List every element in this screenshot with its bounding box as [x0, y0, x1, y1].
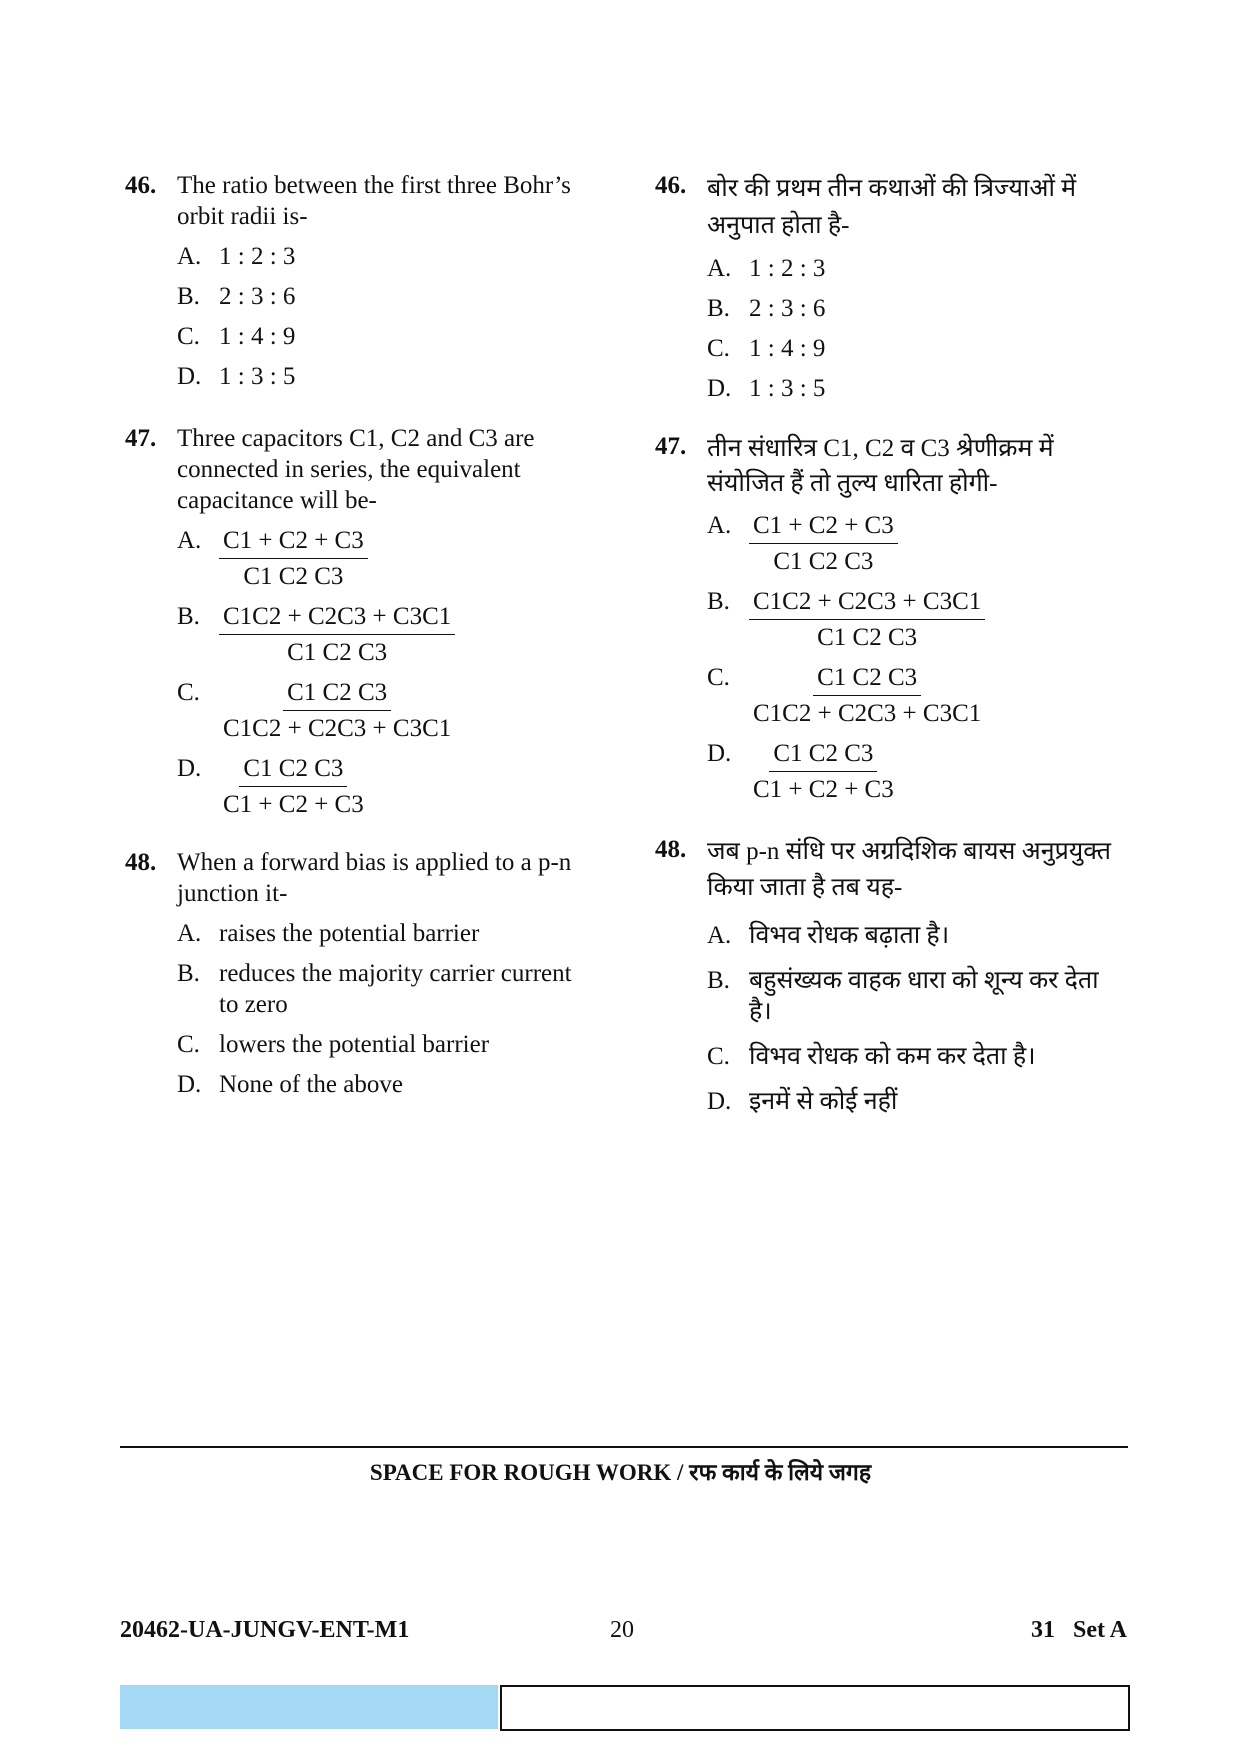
- question-text: तीन संधारित्र C1, C2 व C3 श्रेणीक्रम में संयोजित हैं तो तुल्य धारिता होगी-: [707, 435, 1054, 497]
- english-column: [125, 170, 595, 1109]
- question-text: The ratio between the first three Bohr’s orbit radii is-: [177, 172, 571, 230]
- question-number: 48.: [655, 836, 687, 863]
- option-d: D. $\frac{C1 C2 C3}{C1 + C2 + C3}$: [177, 753, 595, 820]
- option-a: A. 1 : 2 : 3: [707, 255, 826, 282]
- question-number: 47.: [125, 425, 157, 452]
- option-a: A. $\frac{C1 + C2 + C3}{C1 C2 C3}$: [177, 525, 595, 592]
- fraction: $\frac{C1 C2 C3}{C1C2 + C2C3 + C3C1}$: [753, 664, 982, 727]
- option-d: D. 1 : 3 : 5: [177, 363, 296, 390]
- set-label: 31 Set A: [1031, 1617, 1127, 1643]
- question-number: 46.: [125, 172, 157, 199]
- fraction: $\frac{C1C2 + C2C3 + C3C1}{C1 C2 C3}$: [749, 586, 985, 653]
- option-a: A. 1 : 2 : 3: [177, 243, 296, 270]
- fraction: $\frac{C1 C2 C3}{C1C2 + C2C3 + C3C1}$: [223, 679, 452, 742]
- question-text: When a forward bias is applied to a p-n junction it-: [177, 849, 572, 907]
- option-c: C. $\frac{C1 C2 C3}{C1C2 + C2C3 + C3C1}$: [177, 677, 595, 744]
- option-b: B. $\frac{C1C2 + C2C3 + C3C1}{C1 C2 C3}$: [177, 601, 595, 668]
- option-b: B. 2 : 3 : 6: [707, 295, 826, 322]
- question-text: जब p-n संधि पर अग्रदिशिक बायस अनुप्रयुक्त किया जाता है तब यह-: [707, 838, 1111, 901]
- option-a: A. $\frac{C1 + C2 + C3}{C1 C2 C3}$: [707, 510, 1125, 577]
- fraction: $\frac{C1 C2 C3}{C1 + C2 + C3}$: [753, 740, 894, 803]
- option-c: C. 1 : 4 : 9: [707, 335, 826, 362]
- question-46-hi: [655, 170, 1125, 404]
- option-b: B. 2 : 3 : 6: [177, 283, 296, 310]
- divider-rule: [120, 1446, 1128, 1448]
- option-c: C. lowers the potential barrier: [177, 1031, 490, 1058]
- question-48-en: [125, 847, 595, 1100]
- option-c: C. 1 : 4 : 9: [177, 323, 296, 350]
- question-number: 47.: [655, 433, 687, 460]
- option-c: C. $\frac{C1 C2 C3}{C1C2 + C2C3 + C3C1}$: [707, 662, 1125, 729]
- question-text: Three capacitors C1, C2 and C3 are connected in series, the equivalent capacitance will be-: [177, 425, 535, 514]
- question-47-hi: [655, 431, 1125, 805]
- question-number: 46.: [655, 172, 687, 199]
- option-b: B. reduces the majority carrier current to zero: [177, 960, 572, 1018]
- question-number: 48.: [125, 849, 157, 876]
- question-46-en: [125, 170, 595, 392]
- option-d: D. इनमें से कोई नहीं: [707, 1088, 898, 1115]
- option-b: B. $\frac{C1C2 + C2C3 + C3C1}{C1 C2 C3}$: [707, 586, 1125, 653]
- question-47-en: [125, 423, 595, 820]
- option-d: D. 1 : 3 : 5: [707, 375, 826, 402]
- question-text: बोर की प्रथम तीन कथाओं की त्रिज्याओं में अनुपात होता है-: [707, 175, 1077, 239]
- empty-box: [500, 1685, 1130, 1731]
- option-b: B. बहुसंख्यक वाहक धारा को शून्य कर देता है।: [707, 967, 1099, 1025]
- option-c: C. विभव रोधक को कम कर देता है।: [707, 1043, 1036, 1070]
- option-a: A. raises the potential barrier: [177, 920, 480, 947]
- option-a: A. विभव रोधक बढ़ाता है।: [707, 922, 950, 949]
- blue-bar: [120, 1685, 498, 1729]
- question-48-hi: [655, 834, 1125, 1117]
- rough-work-label: SPACE FOR ROUGH WORK / रफ कार्य के लिये जगह: [369, 1460, 872, 1485]
- fraction: $\frac{C1 + C2 + C3}{C1 C2 C3}$: [749, 510, 898, 577]
- option-d: D. $\frac{C1 C2 C3}{C1 + C2 + C3}$: [707, 738, 1125, 805]
- page-number: 20: [610, 1617, 634, 1643]
- fraction: $\frac{C1 + C2 + C3}{C1 C2 C3}$: [219, 525, 368, 592]
- hindi-column: [655, 170, 1125, 1131]
- fraction: $\frac{C1 C2 C3}{C1 + C2 + C3}$: [223, 755, 364, 818]
- option-d: D. None of the above: [177, 1071, 403, 1098]
- fraction: $\frac{C1C2 + C2C3 + C3C1}{C1 C2 C3}$: [219, 601, 455, 668]
- paper-code: 20462-UA-JUNGV-ENT-M1: [120, 1617, 410, 1643]
